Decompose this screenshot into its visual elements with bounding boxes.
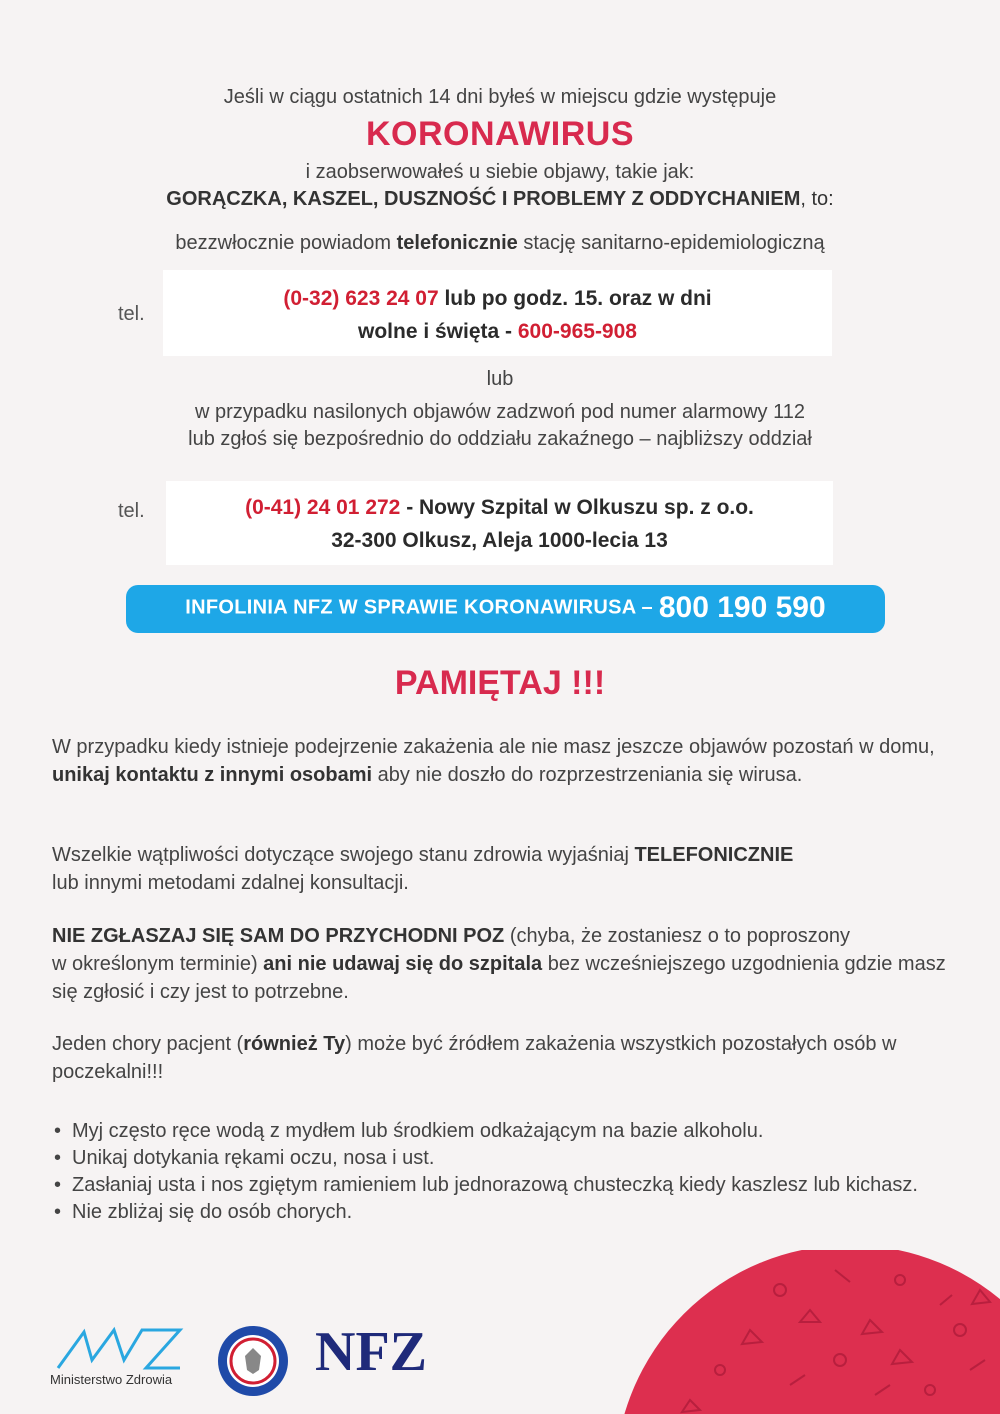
p2-text-c: lub innymi metodami zdalnej konsultacji. [52, 872, 409, 894]
severe-line-2: lub zgłoś się bezpośrednio do oddziału zakaźnego – najbliższy oddział [188, 428, 812, 450]
phone2-line2: 32-300 Olkusz, Aleja 1000-lecia 13 [331, 529, 668, 552]
phone1-label: tel. [118, 303, 145, 325]
infoline-label: INFOLINIA NFZ W SPRAWIE KORONAWIRUSA – [185, 596, 659, 619]
list-item: • Myj często ręce wodą z mydłem lub środkiem odkażającym na bazie alkoholu. [52, 1118, 952, 1145]
intro-line-2: i zaobserwowałeś u siebie objawy, takie jak: [305, 161, 695, 183]
p1-bold: unikaj kontaktu z innymi osobami [52, 764, 373, 786]
notify-post: stację sanitarno-epidemiologiczną [517, 232, 825, 254]
paragraph-patient [52, 1030, 962, 1086]
infoline-number[interactable]: 800 190 590 [658, 591, 826, 624]
list-item: • Zasłaniaj usta i nos zgiętym ramieniem lub jednorazową chusteczką kiedy kaszlesz lub kichasz. [52, 1172, 952, 1199]
list-item: • Unikaj dotykania rękami oczu, nosa i ust. [52, 1145, 952, 1172]
phone1-line1 [163, 282, 832, 315]
p2-bold: TELEFONICZNIE [634, 844, 794, 866]
nfz-logo-icon [315, 1322, 445, 1378]
phone2-box [166, 481, 833, 565]
or-text: lub [486, 368, 514, 390]
red-circle-shape [615, 1250, 1000, 1414]
p2-text-a: Wszelkie wątpliwości dotyczące swojego stanu zdrowia wyjaśniaj [52, 844, 635, 866]
nfz-logo-text: NFZ [315, 1322, 427, 1378]
phone1-text2: wolne i święta - [358, 320, 518, 343]
p3-bold-d: ani nie udawaj się do szpitala [263, 953, 543, 975]
severe-line-1: w przypadku nasilonych objawów zadzwoń pod numer alarmowy 112 [195, 401, 805, 423]
phone2-line1 [166, 491, 833, 524]
p3-bold-a: NIE ZGŁASZAJ SIĘ SAM DO PRZYCHODNI POZ [52, 925, 505, 947]
p4-text-a: Jeden chory pacjent ( [52, 1033, 244, 1055]
symptoms-list: GORĄCZKA, KASZEL, DUSZNOŚĆ I PROBLEMY Z ODDYCHANIEM [166, 188, 801, 210]
remember-heading: PAMIĘTAJ !!! [394, 664, 606, 702]
paragraph-telephone [52, 841, 962, 897]
severe-symptoms-text [0, 399, 1000, 453]
p4-bold: również Ty [243, 1033, 346, 1055]
p1-text-c: aby nie doszło do rozprzestrzeniania się wirusa. [372, 764, 803, 786]
symptoms-tail: , to: [800, 188, 834, 210]
notify-pre: bezzwłocznie powiadom [175, 232, 397, 254]
notify-line [0, 232, 1000, 255]
decorative-red-circle [600, 1250, 1000, 1414]
p3-text-e: bez wcześniejszego uzgodnienia gdzie masz się zgłosić i czy jest to potrzebne. [52, 953, 946, 1003]
paragraph-isolation [52, 733, 962, 789]
intro-line-1: Jeśli w ciągu ostatnich 14 dni byłeś w miejscu gdzie występuje [223, 86, 777, 108]
p3-text-b: (chyba, że zostaniesz o to poproszony [504, 925, 851, 947]
phone1-number2[interactable]: 600-965-908 [517, 320, 637, 343]
p4-text-c: ) może być źródłem zakażenia wszystkich pozostałych osób w poczekalni!!! [52, 1033, 897, 1083]
phone2-number[interactable]: (0-41) 24 01 272 [245, 496, 401, 519]
paragraph-clinic [52, 922, 962, 1006]
phone2-label: tel. [118, 500, 145, 522]
phone1-text1: lub po godz. 15. oraz w dni [438, 287, 712, 310]
phone1-line2 [163, 315, 832, 348]
phone1-number1[interactable]: (0-32) 623 24 07 [283, 287, 439, 310]
p1-text-a: W przypadku kiedy istnieje podejrzenie zakażenia ale nie masz jeszcze objawów pozostań w domu, [52, 736, 935, 758]
list-item: • Nie zbliżaj się do osób chorych. [52, 1199, 952, 1226]
phone2-text1: - Nowy Szpital w Olkuszu sp. z o.o. [400, 496, 754, 519]
advice-list [52, 1118, 952, 1226]
ministry-of-health-logo-text: Ministerstwo Zdrowia [50, 1372, 173, 1387]
sanitary-inspection-logo-icon [216, 1324, 290, 1398]
symptoms-line [0, 188, 1000, 211]
p3-text-c: w określonym terminie) [52, 953, 264, 975]
notify-bold: telefonicznie [396, 232, 518, 254]
virus-heading: KORONAWIRUS [365, 115, 635, 153]
phone1-box [163, 270, 832, 356]
nfz-infoline-banner [126, 585, 885, 633]
